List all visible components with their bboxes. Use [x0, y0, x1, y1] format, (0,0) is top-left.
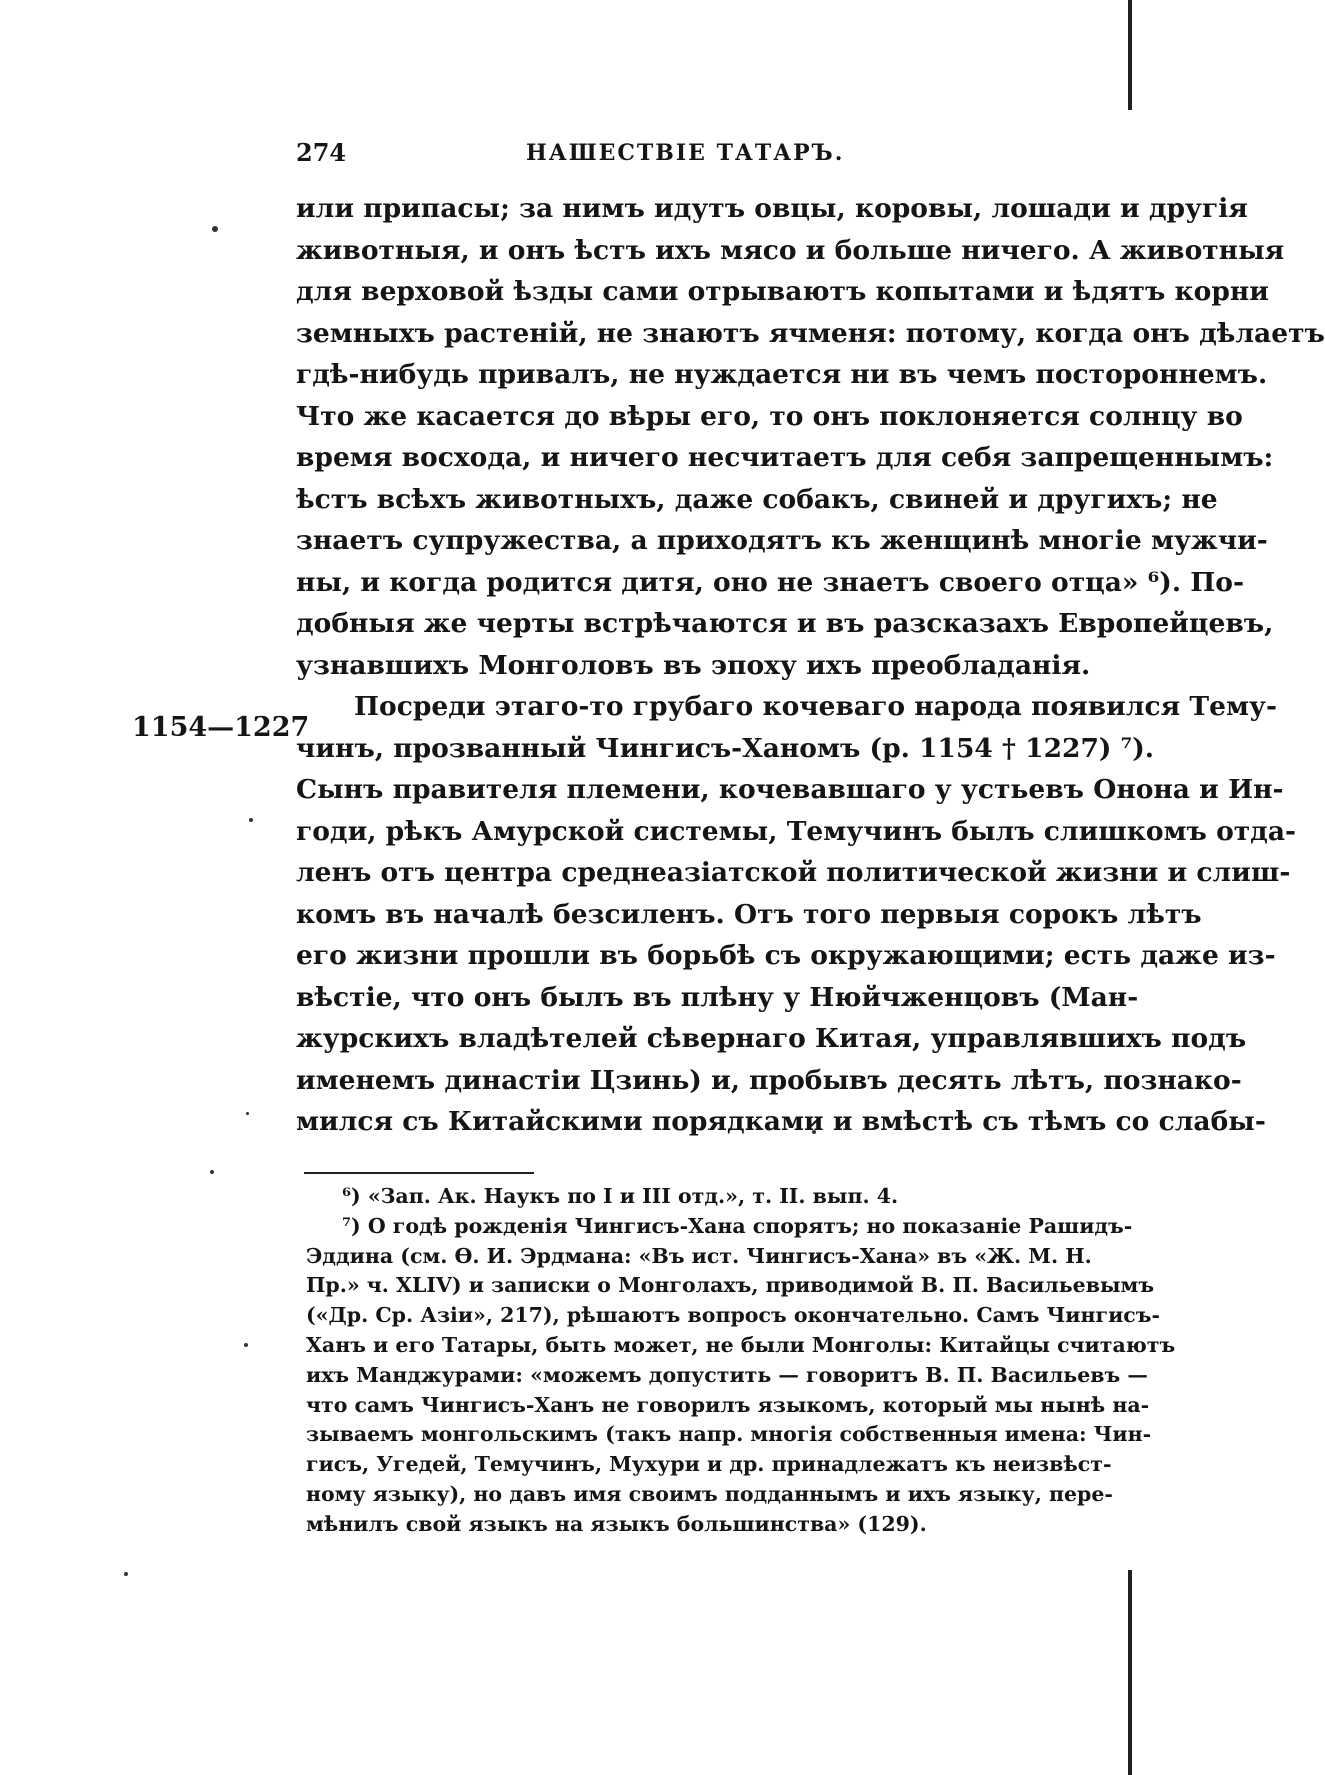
text-line: ѣстъ всѣхъ животныхъ, даже собакъ, свиней и другихъ; не	[296, 483, 1218, 515]
text-line: знаетъ супружества, а приходятъ къ женщинѣ многіе мужчи-	[296, 525, 1268, 556]
text-line: добныя же черты встрѣчаются и въ разсказахъ Европейцевъ,	[296, 608, 1274, 639]
page-edge-line-bottom	[1128, 1570, 1132, 1775]
text-line: вѣстіе, что онъ былъ въ плѣну у Нюйчженцовъ (Ман-	[296, 981, 1139, 1013]
text-line: годи, рѣкъ Амурской системы, Темучинъ былъ слишкомъ отда-	[296, 815, 1297, 847]
footnote-separator	[304, 1172, 534, 1174]
text-line: Посреди этаго-то грубаго кочеваго народа появился Тему-	[354, 691, 1277, 722]
main-text	[296, 188, 1325, 1143]
footnote-line: зываемъ монгольскимъ (такъ напр. многія собственныя имена: Чин-	[306, 1422, 1152, 1447]
text-line: животныя, и онъ ѣстъ ихъ мясо и больше ничего. А животныя	[296, 234, 1285, 266]
footnote-line: ихъ Манджурами: «можемъ допустить — говоритъ В. П. Васильевъ —	[306, 1362, 1148, 1387]
page-header	[296, 138, 1086, 178]
footnote-line: ному языку), но давъ имя своимъ подданнымъ и ихъ языку, пере-	[306, 1481, 1113, 1506]
scan-speck	[244, 1343, 248, 1347]
text-line: чинъ, прозванный Чингисъ-Ханомъ (р. 1154 † 1227) ⁷).	[296, 732, 1155, 764]
text-line: ленъ отъ центра среднеазіатской политической жизни и слиш-	[296, 857, 1291, 888]
running-title: НАШЕСТВІЕ ТАТАРЪ.	[526, 140, 845, 166]
footnote-line: Ханъ и его Татары, быть может, не были Монголы: Китайцы считаютъ	[306, 1332, 1176, 1357]
text-line: мился съ Китайскими порядками и вмѣстѣ съ тѣмъ со слабы-	[296, 1106, 1266, 1137]
text-line: комъ въ началѣ безсиленъ. Отъ того первыя сорокъ лѣтъ	[296, 898, 1202, 930]
margin-date-note: 1154—1227	[132, 712, 310, 743]
footnote-line: ⁶) «Зап. Ак. Наукъ по I и III отд.», т. II. вып. 4.	[342, 1184, 899, 1208]
scan-speck	[210, 1170, 214, 1174]
footnote-line: мѣнилъ свой языкъ на языкъ большинства» (129).	[306, 1511, 927, 1536]
text-line: для верховой ѣзды сами отрываютъ копытами и ѣдятъ корни	[296, 276, 1269, 307]
text-line: его жизни прошли въ борьбѣ съ окружающими; есть даже из-	[296, 940, 1276, 971]
footnote-line: Эддина (см. Ѳ. И. Эрдмана: «Въ ист. Чингисъ-Хана» въ «Ж. М. Н.	[306, 1243, 1092, 1268]
scan-speck	[246, 1112, 249, 1115]
footnote-line: Пр.» ч. XLIV) и записки о Монголахъ, приводимой В. П. Васильевымъ	[306, 1273, 1155, 1298]
footnote-line: гисъ, Угедей, Темучинъ, Мухури и др. принадлежатъ къ неизвѣст-	[306, 1452, 1112, 1477]
scan-speck	[249, 818, 253, 822]
footnotes	[306, 1182, 1176, 1540]
text-line: земныхъ растеній, не знаютъ ячменя: потому, когда онъ дѣлаетъ	[296, 317, 1325, 349]
text-line: журскихъ владѣтелей сѣвернаго Китая, управлявшихъ подъ	[296, 1023, 1247, 1054]
page-number: 274	[296, 138, 347, 167]
text-line: или припасы; за нимъ идутъ овцы, коровы, лошади и другія	[296, 193, 1248, 224]
text-line: Что же касается до вѣры его, то онъ поклоняется солнцу во	[296, 400, 1243, 432]
text-line: узнавшихъ Монголовъ въ эпоху ихъ преобладанія.	[296, 649, 1091, 681]
text-line: ны, и когда родится дитя, оно не знаетъ своего отца» ⁶). По-	[296, 566, 1244, 598]
footnote-line: что самъ Чингисъ-Ханъ не говорилъ языкомъ, который мы нынѣ на-	[306, 1392, 1150, 1417]
page-edge-line-top	[1128, 0, 1132, 110]
text-line: гдѣ-нибудь привалъ, не нуждается ни въ чемъ постороннемъ.	[296, 359, 1268, 390]
text-line: именемъ династіи Цзинь) и, пробывъ десять лѣтъ, познако-	[296, 1064, 1242, 1096]
text-line: время восхода, и ничего несчитаетъ для себя запрещеннымъ:	[296, 442, 1274, 473]
scan-speck	[212, 226, 218, 232]
footnote-line: ⁷) О годѣ рожденія Чингисъ-Хана спорятъ; но показаніе Рашидъ-	[342, 1213, 1133, 1238]
scan-speck	[124, 1572, 128, 1576]
footnote-line: («Др. Ср. Азіи», 217), рѣшаютъ вопросъ окончательно. Самъ Чингисъ-	[306, 1303, 1161, 1328]
text-line: Сынъ правителя племени, кочевавшаго у устьевъ Онона и Ин-	[296, 774, 1284, 805]
